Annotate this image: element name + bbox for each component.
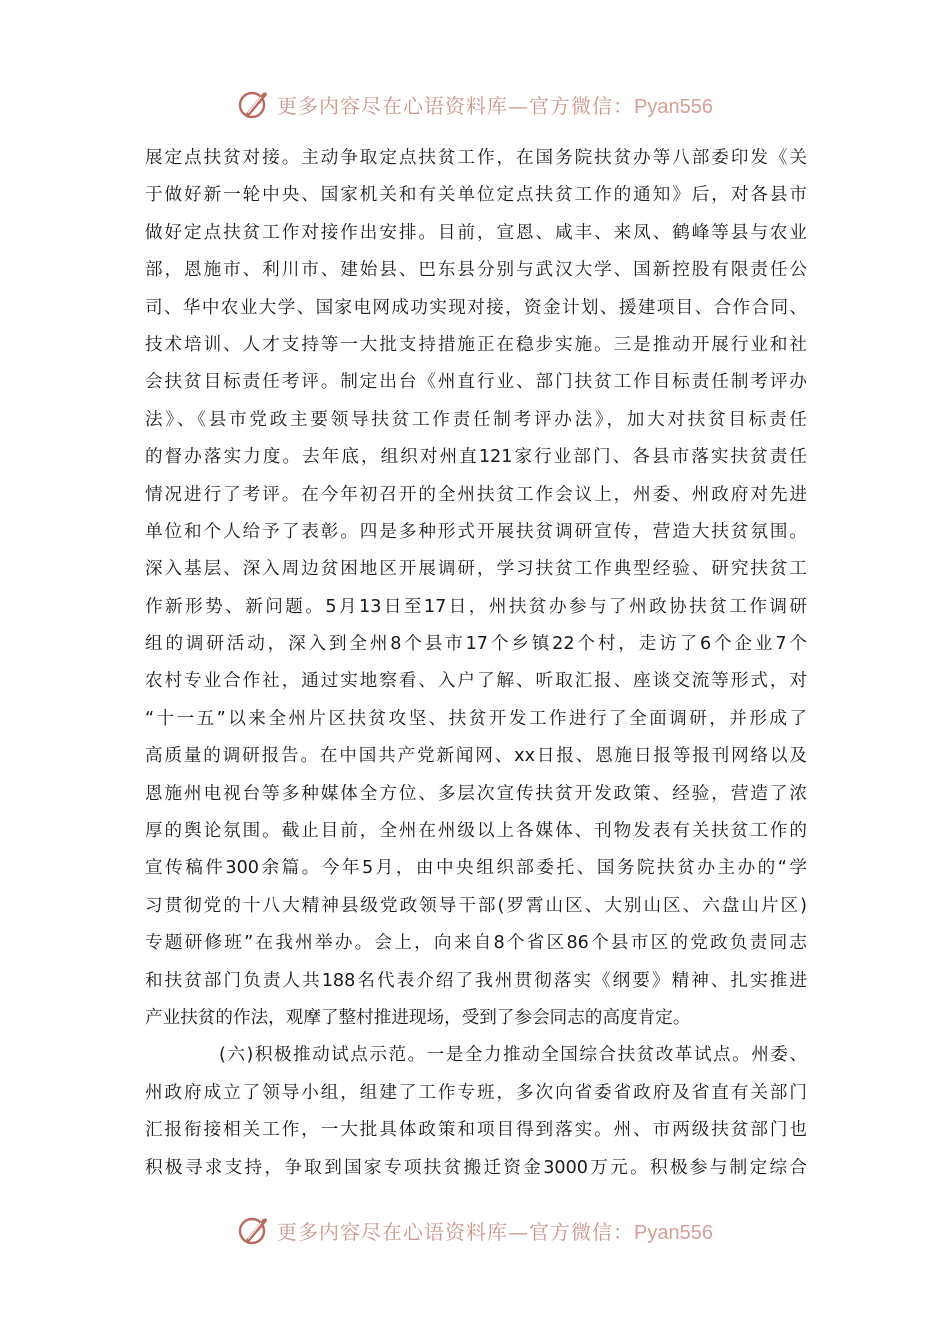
paragraph-end-line: 产业扶贫的作法，观摩了整村推进现场，受到了参会同志的高度肯定。 <box>145 1007 691 1028</box>
section-heading-line: (六)积极推动试点示范。一是全力推动全国综合扶贫改革试点。州委、 <box>219 1045 807 1066</box>
text-line: 做好定点扶贫工作对接作出安排。目前，宣恩、咸丰、来凤、鹤峰等县与农业 <box>145 222 807 243</box>
text-line: 部，恩施市、利川市、建始县、巴东县分别与武汉大学、国新控股有限责任公 <box>145 260 807 281</box>
quill-logo-icon <box>237 87 271 121</box>
quill-logo-icon <box>237 1213 271 1247</box>
text-line: 法》、《县市党政主要领导扶贫工作责任制考评办法》，加大对扶贫目标责任 <box>145 409 807 430</box>
text-line: 厚的舆论氛围。截止目前，全州在州级以上各媒体、刊物发表有关扶贫工作的 <box>145 821 807 842</box>
document-body <box>145 140 807 1187</box>
text-line: 组的调研活动，深入到全州8个县市17个乡镇22个村，走访了6个企业7个 <box>145 634 807 655</box>
text-line: 专题研修班”在我州举办。会上，向来自8个省区86个县市区的党政负责同志 <box>145 933 807 954</box>
text-line: “十一五”以来全州片区扶贫攻坚、扶贫开发工作进行了全面调研，并形成了 <box>145 708 807 729</box>
text-line: 会扶贫目标责任考评。制定出台《州直行业、部门扶贫工作目标责任制考评办 <box>145 372 807 393</box>
text-line: 恩施州电视台等多种媒体全方位、多层次宣传扶贫开发政策、经验，营造了浓 <box>145 783 807 804</box>
text-line: 情况进行了考评。在今年初召开的全州扶贫工作会议上，州委、州政府对先进 <box>145 484 807 505</box>
text-line: 宣传稿件300余篇。今年5月，由中央组织部委托、国务院扶贫办主办的“学 <box>145 858 807 879</box>
text-line: 司、华中农业大学、国家电网成功实现对接，资金计划、援建项目、合作合同、 <box>145 297 807 318</box>
text-line: 高质量的调研报告。在中国共产党新闻网、xx日报、恩施日报等报刊网络以及 <box>145 746 807 767</box>
header-watermark-banner <box>0 84 950 124</box>
footer-watermark-banner <box>0 1210 950 1250</box>
text-line: 作新形势、新问题。5月13日至17日，州扶贫办参与了州政协扶贫工作调研 <box>145 596 807 617</box>
text-line: 深入基层、深入周边贫困地区开展调研，学习扶贫工作典型经验、研究扶贫工 <box>145 559 807 580</box>
text-line: 汇报衔接相关工作，一大批具体政策和项目得到落实。州、市两级扶贫部门也 <box>145 1120 807 1141</box>
text-line: 州政府成立了领导小组，组建了工作专班，多次向省委省政府及省直有关部门 <box>145 1082 807 1103</box>
text-line: 积极寻求支持，争取到国家专项扶贫搬迁资金3000万元。积极参与制定综合 <box>145 1157 807 1178</box>
text-line: 的督办落实力度。去年底，组织对州直121家行业部门、各县市落实扶贫责任 <box>145 447 807 468</box>
text-line: 于做好新一轮中央、国家机关和有关单位定点扶贫工作的通知》后，对各县市 <box>145 185 807 206</box>
banner-text: 更多内容尽在心语资料库—官方微信：Pyan556 <box>277 93 713 118</box>
text-line: 单位和个人给予了表彰。四是多种形式开展扶贫调研宣传，营造大扶贫氛围。 <box>145 521 807 542</box>
text-line: 和扶贫部门负责人共188名代表介绍了我州贯彻落实《纲要》精神、扎实推进 <box>145 970 807 991</box>
text-line: 展定点扶贫对接。主动争取定点扶贫工作，在国务院扶贫办等八部委印发《关 <box>145 148 807 168</box>
text-line: 技术培训、人才支持等一大批支持措施正在稳步实施。三是推动开展行业和社 <box>145 334 807 355</box>
text-line: 农村专业合作社，通过实地察看、入户了解、听取汇报、座谈交流等形式，对 <box>145 671 807 692</box>
banner-text: 更多内容尽在心语资料库—官方微信：Pyan556 <box>277 1219 713 1244</box>
text-line: 习贯彻党的十八大精神县级党政领导干部(罗霄山区、大别山区、六盘山片区) <box>145 895 807 916</box>
